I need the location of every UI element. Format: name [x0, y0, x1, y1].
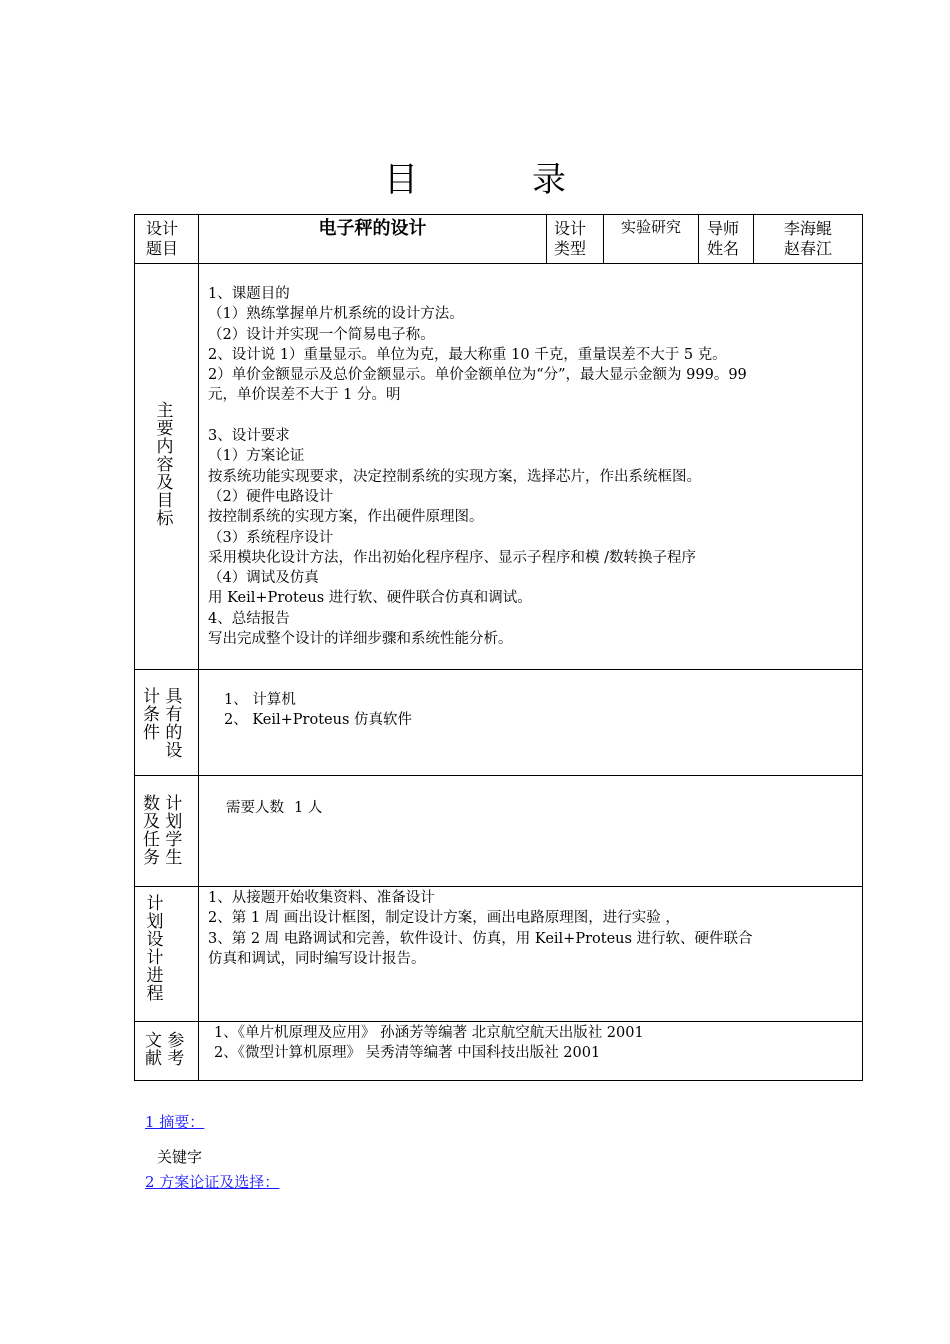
content-body [208, 284, 747, 649]
advisor-label: 导师 姓名 [707, 219, 740, 258]
schedule-line: 仿真和调试，同时编写设计报告。 [208, 950, 426, 967]
row-divider [134, 886, 863, 887]
references-body [214, 1023, 644, 1064]
row-divider [134, 775, 863, 776]
toc-link-abstract[interactable]: 1 摘要： [145, 1113, 205, 1131]
content-line: 元，单价误差不大于 1 分。明 [208, 387, 401, 404]
students-count: 1 人 [294, 800, 323, 816]
content-line: （2）设计并实现一个简易电子称。 [208, 326, 435, 343]
topic-value: 电子秤的设计 [318, 218, 427, 239]
schedule-line: 2、第 1 周 画出设计框图，制定设计方案，画出电路原理图，进行实验 ， [208, 910, 680, 927]
type-label: 设计 类型 [554, 219, 587, 258]
type-value: 实验研究 [620, 218, 681, 236]
conditions-label: 计 具 条 有 件 的 设 [143, 687, 183, 761]
reference-item: 1、《单片机原理及应用》 孙涵芳等编著 北京航空航天出版社 2001 [214, 1025, 644, 1041]
content-line: 1、课题目的 [208, 286, 290, 302]
content-line: 按控制系统的实现方案，作出硬件原理图。 [208, 509, 484, 526]
content-line: 2、设计说 1）重量显示。单位为克，最大称重 10 千克，重量误差不大于 5 克。 [208, 346, 727, 363]
references-label: 文 参 献 考 [145, 1031, 185, 1069]
keyword-label: 关键字 [157, 1148, 203, 1166]
toc-link-scheme[interactable]: 2 方案论证及选择： [145, 1173, 280, 1191]
content-line: （1）方案论证 [208, 448, 305, 465]
content-line: 用 Keil+Proteus 进行软、硬件联合仿真和调试。 [208, 590, 532, 607]
content-line: 按系统功能实现要求，决定控制系统的实现方案，选择芯片，作出系统框图。 [208, 468, 701, 485]
content-line: 2）单价金额显示及总价金额显示。单价金额单位为“分”，最大显示金额为 999。99 [208, 367, 747, 384]
reference-item: 2、《微型计算机原理》 吴秀清等编著 中国科技出版社 2001 [214, 1045, 601, 1062]
content-line: 4、总结报告 [208, 610, 290, 627]
content-line: （4）调试及仿真 [208, 570, 319, 587]
content-line: （1）熟练掌握单片机系统的设计方法。 [208, 306, 464, 323]
students-text: 需要人数 [226, 800, 284, 816]
col-divider [198, 214, 199, 1081]
col-divider [546, 214, 547, 264]
schedule-body [208, 888, 753, 969]
content-line: （3）系统程序设计 [208, 529, 334, 546]
content-line: （2）硬件电路设计 [208, 488, 334, 505]
condition-item: 1、 计算机 [224, 692, 296, 708]
condition-item: 2、 Keil+Proteus 仿真软件 [224, 712, 412, 729]
row-divider [134, 669, 863, 670]
topic-label: 设计 题目 [146, 219, 179, 258]
students-label: 数 计 及 划 任 学 务 生 [143, 794, 183, 868]
schedule-line: 1、从接题开始收集资料、准备设计 [208, 890, 435, 906]
advisor-value: 李海鲲 赵春江 [783, 219, 832, 258]
content-line: 3、设计要求 [208, 428, 290, 445]
schedule-line: 3、第 2 周 电路调试和完善，软件设计、仿真，用 Keil+Proteus 进行软、硬件联合 [208, 930, 753, 947]
schedule-label: 计 划 设 计 进 程 [146, 894, 164, 1004]
content-line [208, 406, 747, 426]
col-divider [698, 214, 699, 264]
content-line: 采用模块化设计方法，作出初始化程序程序、显示子程序和模 /数转换子程序 [208, 549, 696, 566]
content-line: 写出完成整个设计的详细步骤和系统性能分析。 [208, 631, 513, 648]
page-title: 目 录 [384, 160, 606, 200]
content-label: 主 要 内 容 及 目 标 [156, 401, 174, 529]
conditions-body [224, 690, 412, 731]
row-divider [134, 1021, 863, 1022]
